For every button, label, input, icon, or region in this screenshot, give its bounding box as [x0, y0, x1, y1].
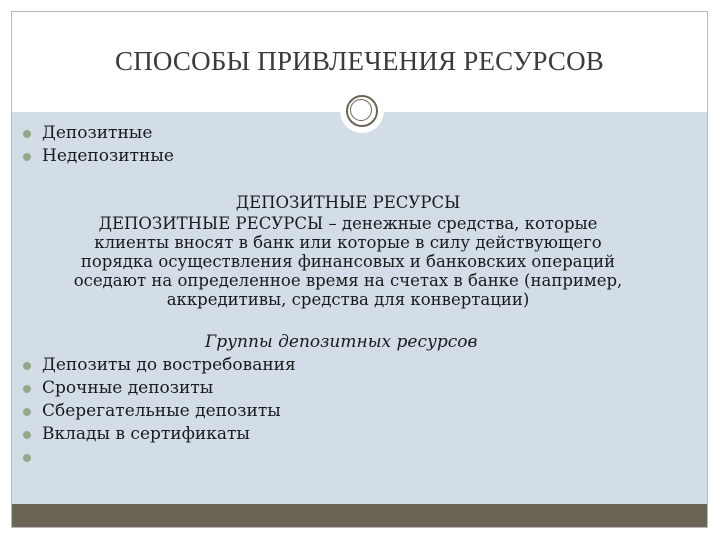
- definition-text: ДЕПОЗИТНЫЕ РЕСУРСЫ – денежные средства, которые клиенты вносят в банк или которые в силу действующего порядка осуществления финансовых и банковских операций оседают на определенное время на счетах в банке (например, аккредитивы, средства для конвертации): [73, 214, 623, 309]
- circle-ornament-icon: [340, 89, 384, 133]
- bullet-icon: [23, 153, 31, 161]
- list-item: Срочные депозиты: [20, 377, 296, 400]
- bullet-icon: [23, 408, 31, 416]
- bullet-icon: [23, 385, 31, 393]
- list-item: Депозитные: [20, 122, 174, 145]
- bottom-bar: [12, 504, 707, 527]
- list-item: [20, 446, 296, 469]
- groups-heading: Группы депозитных ресурсов: [205, 332, 478, 352]
- groups-list: [20, 354, 296, 469]
- bullet-icon: [23, 362, 31, 370]
- list-item: Вклады в сертификаты: [20, 423, 296, 446]
- list-item: Сберегательные депозиты: [20, 400, 296, 423]
- bullet-icon: [23, 454, 31, 462]
- list-item: Недепозитные: [20, 145, 174, 168]
- bullet-icon: [23, 431, 31, 439]
- list-item: Депозиты до востребования: [20, 354, 296, 377]
- bullet-icon: [23, 130, 31, 138]
- methods-list: [20, 122, 174, 168]
- slide-title: СПОСОБЫ ПРИВЛЕЧЕНИЯ РЕСУРСОВ: [115, 46, 604, 76]
- deposit-heading: ДЕПОЗИТНЫЕ РЕСУРСЫ: [235, 193, 461, 212]
